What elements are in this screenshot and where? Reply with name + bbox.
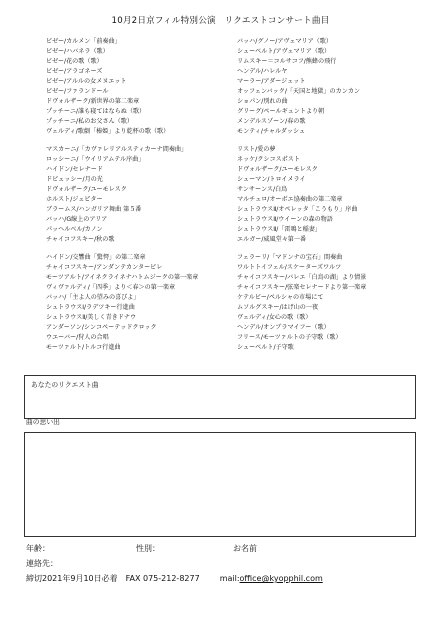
song-item: ブラームス/ハンガリア舞曲 第５番 xyxy=(46,206,142,213)
song-item: ハイドン/交響曲「驚愕」の第二楽章 xyxy=(46,254,146,261)
song-item: メンデルスゾーン/春の歌 xyxy=(237,118,306,125)
song-item: エルガー/威風堂々第一番 xyxy=(237,236,307,243)
song-item: リスト/愛の夢 xyxy=(237,146,276,153)
group-spacer xyxy=(46,245,236,253)
song-item: ドヴォルザーク/ユーモレスク xyxy=(237,166,318,173)
footer-contact-line xyxy=(26,573,323,584)
age-label: 年齢： xyxy=(26,544,50,553)
song-item: ケテルビー/ペルシャの市場にて xyxy=(237,294,324,301)
song-item: ヴェルディ/歌劇「椿姫」より乾杯の歌（歌） xyxy=(46,128,170,135)
song-item: チャイコフスキー/バレエ「白鳥の湖」より情景 xyxy=(237,274,367,281)
group-spacer xyxy=(237,137,427,145)
song-item: チャイコフスキー/アンダンテカンタービレ xyxy=(46,264,163,271)
song-item: ビゼー/アラゴネーズ xyxy=(46,68,103,75)
song-list-right xyxy=(237,37,427,353)
song-list-left xyxy=(46,37,236,353)
song-item: ドヴォルザーク/新世界の第二楽章 xyxy=(46,98,140,105)
song-item: バッハ/グノー/アヴェマリア（歌） xyxy=(237,38,332,45)
name-label: お名前 xyxy=(233,544,257,553)
song-item: ムソルグスキー/はげ山の一夜 xyxy=(237,304,319,311)
request-song-box[interactable] xyxy=(24,375,416,419)
song-item: マルチェロ/オーボエ協奏曲の第二楽章 xyxy=(237,196,343,203)
song-memory-label: 曲の思い出 xyxy=(26,418,60,426)
mail-address-link[interactable]: office@kyopphil.com xyxy=(239,574,323,583)
song-item: ドビュッシー/月の光 xyxy=(46,176,103,183)
song-item: ヴェルディ/女心の歌（歌） xyxy=(237,314,312,321)
song-item: シュトラウスⅡ/「雷鳴と稲妻」 xyxy=(237,226,321,233)
song-item: ビゼー/ハバネラ（歌） xyxy=(46,48,109,55)
song-item: シュトラウスⅡ/美しく青きドナウ xyxy=(46,314,137,321)
song-item: ウエーバー/狩人の合唱 xyxy=(46,334,109,341)
song-item: オッフェンバック/「天国と地獄」のカンカン xyxy=(237,88,361,95)
song-item: モーツアルト/アイネクライネナハトムジークの第一楽章 xyxy=(46,274,199,281)
song-item: ワルトトイフェル/スケーターズワルツ xyxy=(237,264,342,271)
song-item: プッチーニ/誰も寝てはならぬ（歌） xyxy=(46,108,146,115)
song-item: フリース/モーツァルトの子守歌（歌） xyxy=(237,334,342,341)
fax-number: FAX 075-212-8277 xyxy=(125,574,200,583)
song-item: ショパン/別れの曲 xyxy=(237,98,288,105)
group-spacer xyxy=(237,245,427,253)
song-item: バッハ/「主よ人の望みの喜びよ」 xyxy=(46,294,140,301)
song-item: アンダーソン/シンコペーテッドクロック xyxy=(46,324,157,331)
song-item: ヴィヴァルディ/「四季」より＜春＞の第一楽章 xyxy=(46,284,176,291)
gender-label: 性別： xyxy=(136,544,160,553)
song-item: マスカーニ/「カヴァレリアルスティカーナ間奏曲」 xyxy=(46,146,188,153)
song-item: パッヘルベル/カノン xyxy=(46,226,103,233)
song-memory-box[interactable] xyxy=(24,432,416,537)
song-item: ネッケ/クシコスポスト xyxy=(237,156,300,163)
song-item: ビゼー/ファランドール xyxy=(46,88,109,95)
song-item: マーラー/アダージェット xyxy=(237,78,306,85)
song-item: モーツァルト/トルコ行進曲 xyxy=(46,344,121,351)
song-item: ビゼー/カルメン「前奏曲」 xyxy=(46,38,121,45)
song-item: ビゼー/アルルの女メヌエット xyxy=(46,78,127,85)
song-item: ロッシーニ/「ウイリアムテル序曲」 xyxy=(46,156,145,163)
song-item: ヘンデル/ハレルヤ xyxy=(237,68,288,75)
song-item: ヘンデル/オンブラマイフー（歌） xyxy=(237,324,330,331)
song-item: フェラーリ/「マドンナの宝石」間奏曲 xyxy=(237,254,343,261)
song-item: シュトラウスⅡ/ウイーンの森の物語 xyxy=(237,216,333,223)
mail-label: mail: xyxy=(219,574,240,583)
song-item: チャイコフスキー/弦楽セレナードより第一楽章 xyxy=(237,284,367,291)
song-item: ハイドン/セレナード xyxy=(46,166,103,173)
request-song-label: あなたのリクエスト曲 xyxy=(31,381,99,389)
song-item: プッチーニ/私のお父さん（歌） xyxy=(46,118,133,125)
contact-label: 連絡先： xyxy=(26,559,58,568)
song-item: サンサーンス/白鳥 xyxy=(237,186,288,193)
song-item: シュトラウスⅡ/オペレッタ「こうもり」序曲 xyxy=(237,206,358,213)
song-item: シューマン/トロイメライ xyxy=(237,176,306,183)
song-item: シューベルト/アヴェマリア（歌） xyxy=(237,48,331,55)
song-item: ビゼー/花の歌（歌） xyxy=(46,58,103,65)
song-item: モンティ/チャルダッシュ xyxy=(237,128,306,135)
group-spacer xyxy=(46,137,236,145)
song-item: シュトラウスⅠ/ラデツキー行進曲 xyxy=(46,304,135,311)
song-item: ドヴォルザーク/ユーモレスク xyxy=(46,186,127,193)
song-item: バッハ/G線上のアリア xyxy=(46,216,108,223)
song-item: グリーグ/ペールギュントより朝 xyxy=(237,108,325,115)
song-item: チャイコフスキー/秋の歌 xyxy=(46,236,115,243)
song-item: ホルスト/ジュピター xyxy=(46,196,103,203)
song-item: リムスキー＝コルサコフ/熊蜂の飛行 xyxy=(237,58,337,65)
document-title: 10月2日京フィル特別公演 リクエストコンサート曲目 xyxy=(111,16,330,26)
song-item: シューベルト/子守歌 xyxy=(237,344,294,351)
deadline-text: 締切2021年9月10日必着 xyxy=(26,574,118,583)
